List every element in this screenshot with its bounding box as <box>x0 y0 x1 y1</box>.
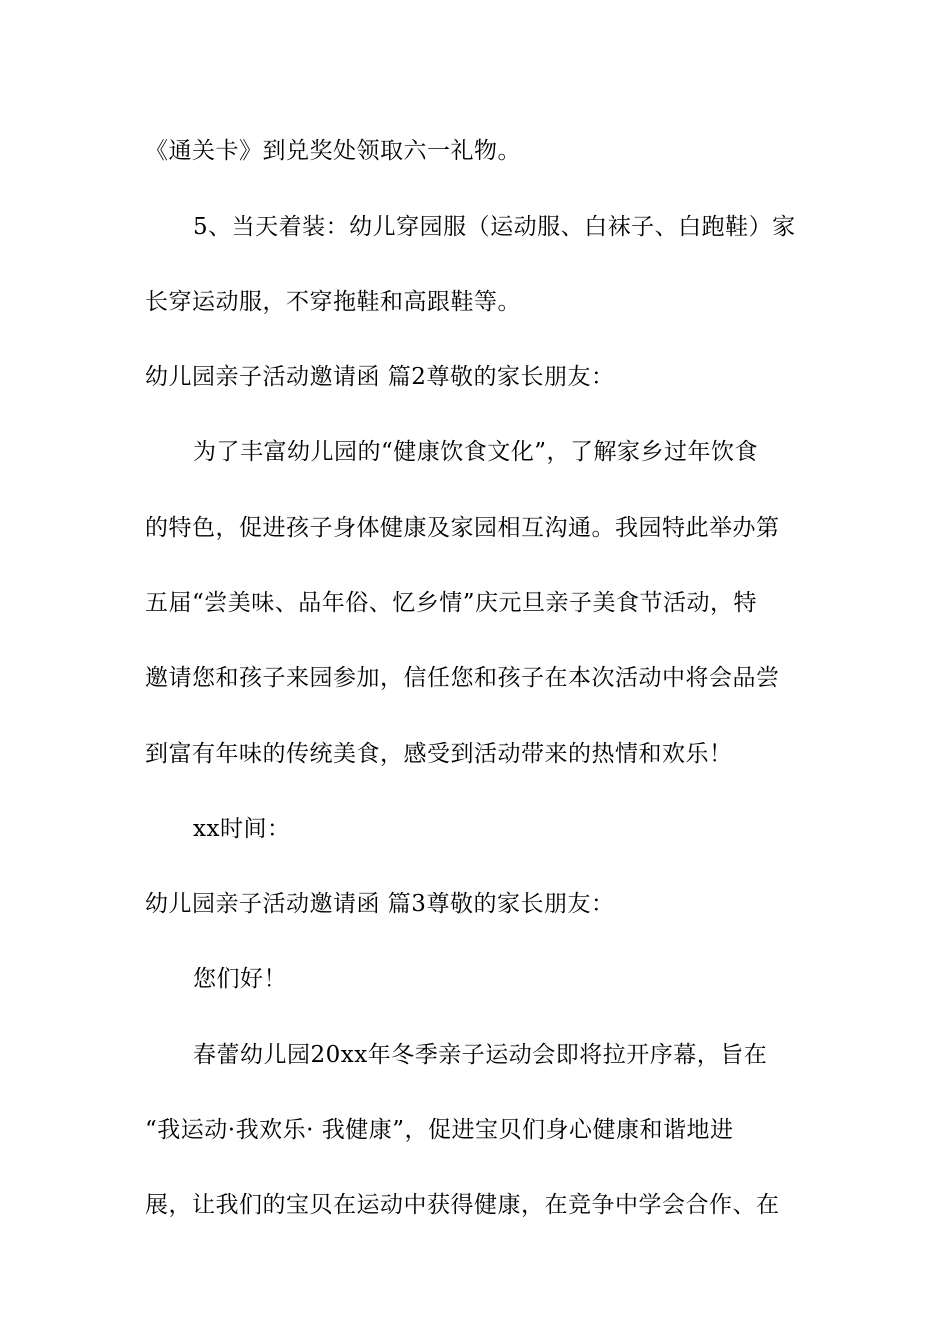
body-text-line: 的特色，促进孩子身体健康及家园相互沟通。我园特此举办第 <box>145 515 780 541</box>
body-text-line: 到富有年味的传统美食，感受到活动带来的热情和欢乐！ <box>145 741 733 767</box>
body-text-line: 展，让我们的宝贝在运动中获得健康，在竞争中学会合作、在 <box>145 1192 780 1218</box>
body-text-line: xx时间： <box>193 816 291 842</box>
body-text-line: “我运动·我欢乐· 我健康”，促进宝贝们身心健康和谐地进 <box>145 1117 734 1143</box>
section-heading: 幼儿园亲子活动邀请函 篇2尊敬的家长朋友： <box>145 364 615 390</box>
body-text-line: 《通关卡》到兑奖处领取六一礼物。 <box>145 138 521 164</box>
section-heading: 幼儿园亲子活动邀请函 篇3尊敬的家长朋友： <box>145 891 615 917</box>
body-text-line: 五届“尝美味、品年俗、忆乡情”庆元旦亲子美食节活动，特 <box>145 590 758 616</box>
body-text-line: 为了丰富幼儿园的“健康饮食文化”，了解家乡过年饮食 <box>193 439 759 465</box>
body-text-line: 5、当天着装：幼儿穿园服（运动服、白袜子、白跑鞋）家 <box>193 214 796 240</box>
body-text-line: 邀请您和孩子来园参加，信任您和孩子在本次活动中将会品尝 <box>145 665 780 691</box>
body-text-line: 长穿运动服，不穿拖鞋和高跟鞋等。 <box>145 289 521 315</box>
body-text-line: 您们好！ <box>193 966 287 992</box>
body-text-line: 春蕾幼儿园20xx年冬季亲子运动会即将拉开序幕，旨在 <box>193 1042 768 1068</box>
